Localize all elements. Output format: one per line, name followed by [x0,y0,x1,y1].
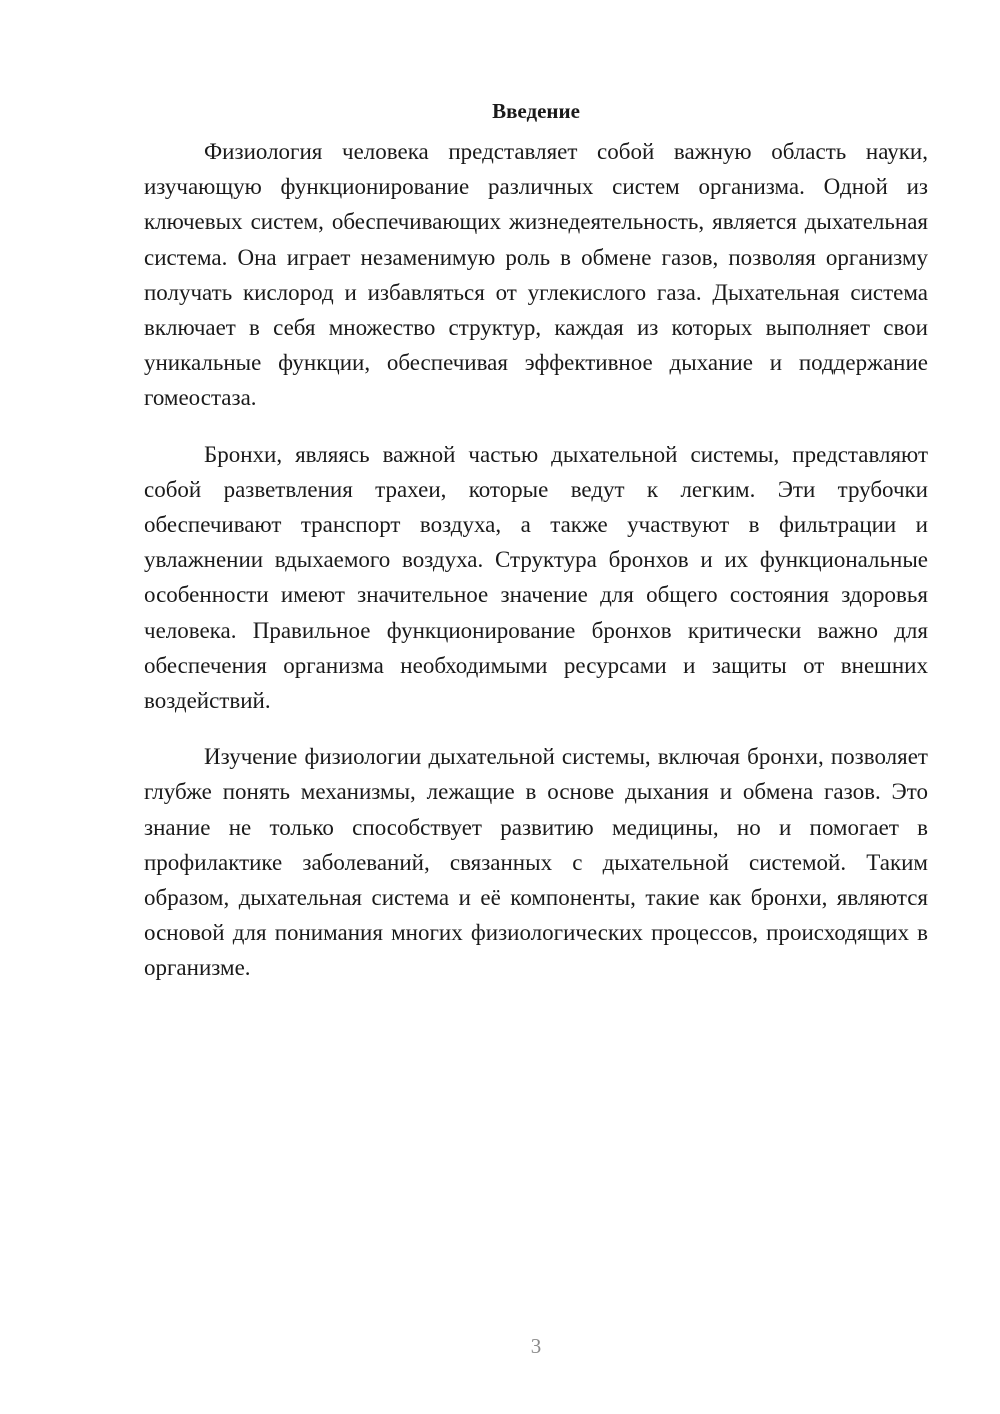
paragraph-study: Изучение физиологии дыхательной системы, включая бронхи, позволяет глубже понять механизмы, лежащие в основе дыхания и обмена газов. Это знание не только способствует развитию медицины, но и помогает в профилактике заболеваний, связанных с дыхательной системой. Таким образом, дыхательная система и её компоненты, такие как бронхи, являются основой для понимания многих физиологических процессов, происходящих в организме. [144,744,928,981]
page-number: 3 [530,1334,542,1358]
paragraph-bronchi: Бронхи, являясь важной частью дыхательной системы, представляют собой разветвления трахеи, которые ведут к легким. Эти трубочки обеспечивают транспорт воздуха, а также участвуют в фильтрации и увлажнении вдыхаемого воздуха. Структура бронхов и их функциональные особенности имеют значительное значение для общего состояния здоровья человека. Правильное функционирование бронхов критически важно для обеспечения организма необходимыми ресурсами и защиты от внешних воздействий. [144,441,928,714]
page-content [144,96,928,986]
section-heading: Введение [492,99,580,123]
paragraph-intro: Физиология человека представляет собой важную область науки, изучающую функционирование различных систем организма. Одной из ключевых систем, обеспечивающих жизнедеятельность, является дыхательная система. Она играет незаменимую роль в обмене газов, позволяя организму получать кислород и избавляться от углекислого газа. Дыхательная система включает в себя множество структур, каждая из которых выполняет свои уникальные функции, обеспечивая эффективное дыхание и поддержание гомеостаза. [144,139,928,411]
